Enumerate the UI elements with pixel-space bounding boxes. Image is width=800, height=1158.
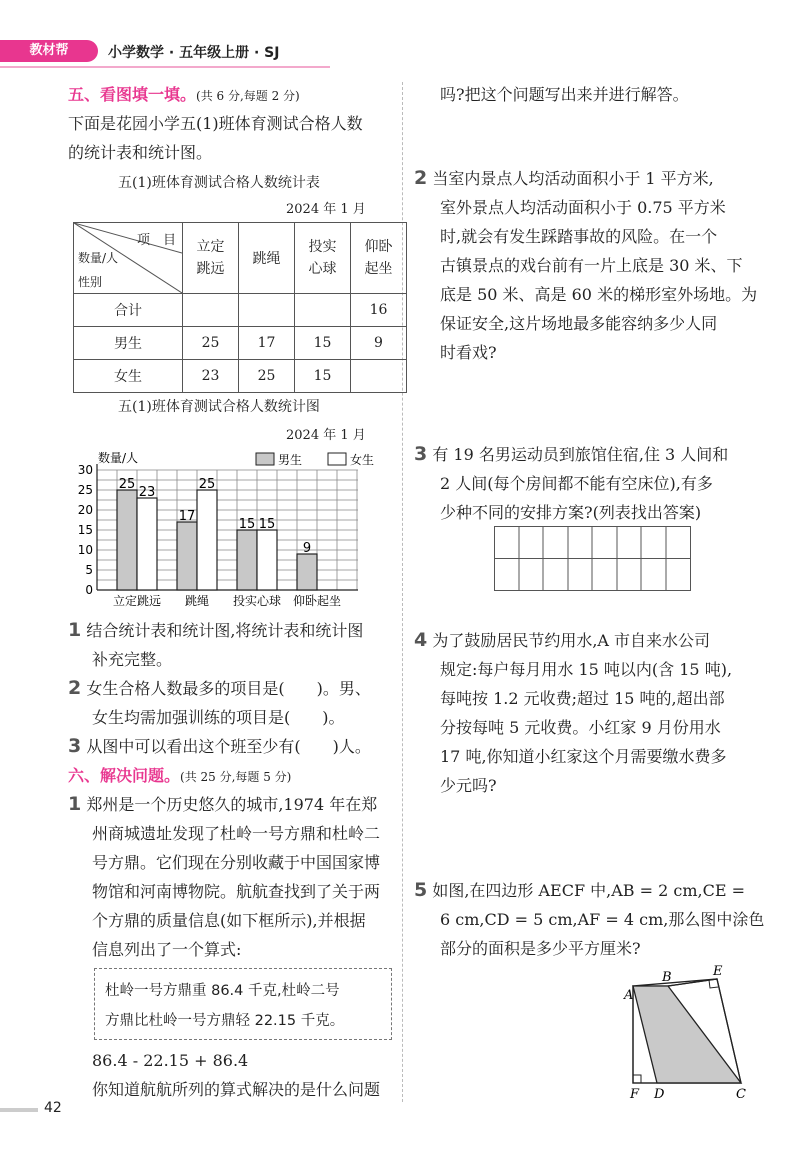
y-tick-label: 5	[85, 563, 93, 577]
label-B: B	[662, 970, 672, 985]
table-cell[interactable]	[239, 294, 295, 327]
brand-badge: 教材帮	[0, 40, 98, 62]
p4-first-line: 4 为了鼓励居民节约用水,A 市自来水公司	[414, 629, 711, 651]
shaded-region	[633, 986, 741, 1083]
p4-line: 17 吨,你知道小红家这个月需要缴水费多	[440, 747, 727, 766]
stat-table	[73, 222, 407, 393]
x-tick-label: 投实心球	[232, 594, 282, 608]
table-cell: 17	[239, 327, 295, 360]
y-tick-label: 25	[77, 483, 93, 497]
p1-line: 号方鼎。它们现在分别收藏于中国国家博	[92, 853, 381, 872]
quadrilateral-figure	[620, 962, 760, 1102]
page-number: 42	[44, 1100, 62, 1116]
y-tick-label: 0	[85, 583, 93, 597]
p1-question: 你知道航航所列的算式解决的是什么问题	[92, 1080, 381, 1099]
p2-line: 室外景点人均活动面积小于 0.75 平方米	[440, 198, 726, 217]
corner-gender-label: 性别	[78, 275, 103, 289]
chart-title: 五(1)班体育测试合格人数统计图	[118, 399, 320, 415]
x-tick-label: 跳绳	[184, 594, 210, 608]
col-header: 立定 跳远	[183, 223, 239, 294]
table-cell: 25	[183, 327, 239, 360]
p1-line: 个方鼎的质量信息(如下框所示),并根据	[92, 911, 366, 930]
bar-value-label: 25	[198, 477, 216, 492]
p4-line: 规定:每户每月用水 15 吨以内(含 15 吨),	[440, 660, 733, 679]
bar-girls	[137, 498, 157, 590]
legend-swatch-boys	[256, 453, 274, 465]
bar-boys	[237, 530, 257, 590]
p1-line: 州商城遗址发现了杜岭一号方鼎和杜岭二	[92, 824, 381, 843]
y-tick-label: 20	[77, 503, 93, 517]
answer-grid[interactable]	[494, 526, 692, 592]
bar-boys	[297, 554, 317, 590]
corner-count-label: 数量/人	[78, 251, 119, 265]
col-header: 仰卧 起坐	[351, 223, 407, 294]
x-tick-label: 立定跳远	[112, 594, 162, 608]
p1-question-cont: 吗?把这个问题写出来并进行解答。	[440, 85, 689, 104]
table-cell: 9	[351, 327, 407, 360]
info-box	[94, 968, 392, 1040]
p5-line: 6 cm,CD = 5 cm,AF = 4 cm,那么图中涂色	[440, 910, 765, 929]
q1: 1 结合统计表和统计图,将统计表和统计图	[68, 619, 364, 641]
table-cell: 15	[295, 360, 351, 393]
bar-value-label: 15	[258, 517, 276, 532]
p4-line: 少元吗?	[440, 776, 497, 795]
y-tick-label: 30	[77, 463, 93, 477]
table-cell: 25	[239, 360, 295, 393]
label-F: F	[630, 1087, 640, 1102]
p2-first-line: 2 当室内景点人均活动面积小于 1 平方米,	[414, 167, 714, 189]
page-bar	[0, 1108, 38, 1112]
row-label: 男生	[74, 327, 183, 360]
bar-value-label: 25	[118, 477, 136, 492]
legend-label-boys: 男生	[278, 453, 303, 467]
p2-line: 古镇景点的戏台前有一片上底是 30 米、下	[440, 256, 743, 275]
bar-girls	[257, 530, 277, 590]
table-date: 2024 年 1 月	[286, 202, 366, 217]
formula: 86.4 - 22.15 + 86.4	[92, 1051, 249, 1070]
q1-cont: 补充完整。	[92, 650, 173, 669]
table-cell[interactable]	[295, 294, 351, 327]
table-cell: 23	[183, 360, 239, 393]
label-A: A	[624, 988, 634, 1003]
y-tick-label: 10	[77, 543, 93, 557]
legend-swatch-girls	[328, 453, 346, 465]
p5-first-line: 5 如图,在四边形 AECF 中,AB = 2 cm,CE =	[414, 879, 746, 901]
info-box-line-2: 方鼎比杜岭一号方鼎轻 22.15 千克。	[105, 1013, 345, 1029]
p1-first-line: 1 郑州是一个历史悠久的城市,1974 年在郑	[68, 793, 378, 815]
x-tick-label: 仰卧起坐	[292, 594, 342, 608]
y-tick-label: 15	[77, 523, 93, 537]
table-corner-cell	[74, 223, 183, 294]
col-header: 跳绳	[239, 223, 295, 294]
chart-date: 2024 年 1 月	[286, 428, 366, 443]
section6-heading: 六、解决问题。(共 25 分,每题 5 分)	[68, 766, 292, 785]
p4-line: 每吨按 1.2 元收费;超过 15 吨的,超出部	[440, 689, 725, 708]
book-title: 小学数学 · 五年级上册 · SJ	[108, 45, 280, 61]
p3-line: 少种不同的安排方案?(列表找出答案)	[440, 503, 702, 522]
section5-heading: 五、看图填一填。(共 6 分,每题 2 分)	[68, 85, 300, 104]
bar-value-label: 15	[238, 517, 256, 532]
col-header: 投实 心球	[295, 223, 351, 294]
p2-line: 底是 50 米、高是 60 米的梯形室外场地。为	[440, 285, 758, 304]
table-cell[interactable]	[183, 294, 239, 327]
p4-line: 分按每吨 5 元收费。小红家 9 月份用水	[440, 718, 721, 737]
p3-first-line: 3 有 19 名男运动员到旅馆住宿,住 3 人间和	[414, 443, 729, 465]
bar-boys	[117, 490, 137, 590]
table-cell: 16	[351, 294, 407, 327]
p3-line: 2 人间(每个房间都不能有空床位),有多	[440, 474, 713, 493]
p2-line: 时看戏?	[440, 343, 497, 362]
legend-label-girls: 女生	[350, 453, 375, 467]
info-box-line-1: 杜岭一号方鼎重 86.4 千克,杜岭二号	[105, 983, 340, 999]
p1-line: 信息列出了一个算式:	[92, 940, 242, 959]
table-cell[interactable]	[351, 360, 407, 393]
bar-value-label: 9	[302, 541, 312, 556]
p1-line: 物馆和河南博物院。航航查找到了关于两	[92, 882, 381, 901]
table-cell: 15	[295, 327, 351, 360]
row-label: 女生	[74, 360, 183, 393]
q2: 2 女生合格人数最多的项目是( )。男、	[68, 677, 371, 699]
label-C: C	[736, 1087, 746, 1102]
bar-girls	[197, 490, 217, 590]
y-axis-label: 数量/人	[98, 451, 139, 465]
p5-line: 部分的面积是多少平方厘米?	[440, 939, 641, 958]
corner-item-label: 项 目	[136, 233, 176, 248]
bar-boys	[177, 522, 197, 590]
bar-value-label: 17	[178, 509, 196, 524]
bar-chart	[70, 446, 390, 611]
label-D: D	[654, 1087, 665, 1102]
section5-intro-2: 的统计表和统计图。	[68, 143, 213, 162]
table-title: 五(1)班体育测试合格人数统计表	[118, 175, 320, 191]
p2-line: 保证安全,这片场地最多能容纳多少人同	[440, 314, 718, 333]
header-line	[0, 66, 330, 68]
p2-line: 时,就会有发生踩踏事故的风险。在一个	[440, 227, 718, 246]
q3: 3 从图中可以看出这个班至少有( )人。	[68, 735, 371, 757]
q2-cont: 女生均需加强训练的项目是( )。	[92, 708, 345, 727]
label-E: E	[713, 964, 723, 979]
section5-intro-1: 下面是花园小学五(1)班体育测试合格人数	[68, 114, 363, 133]
bar-value-label: 23	[138, 485, 156, 500]
row-label: 合计	[74, 294, 183, 327]
